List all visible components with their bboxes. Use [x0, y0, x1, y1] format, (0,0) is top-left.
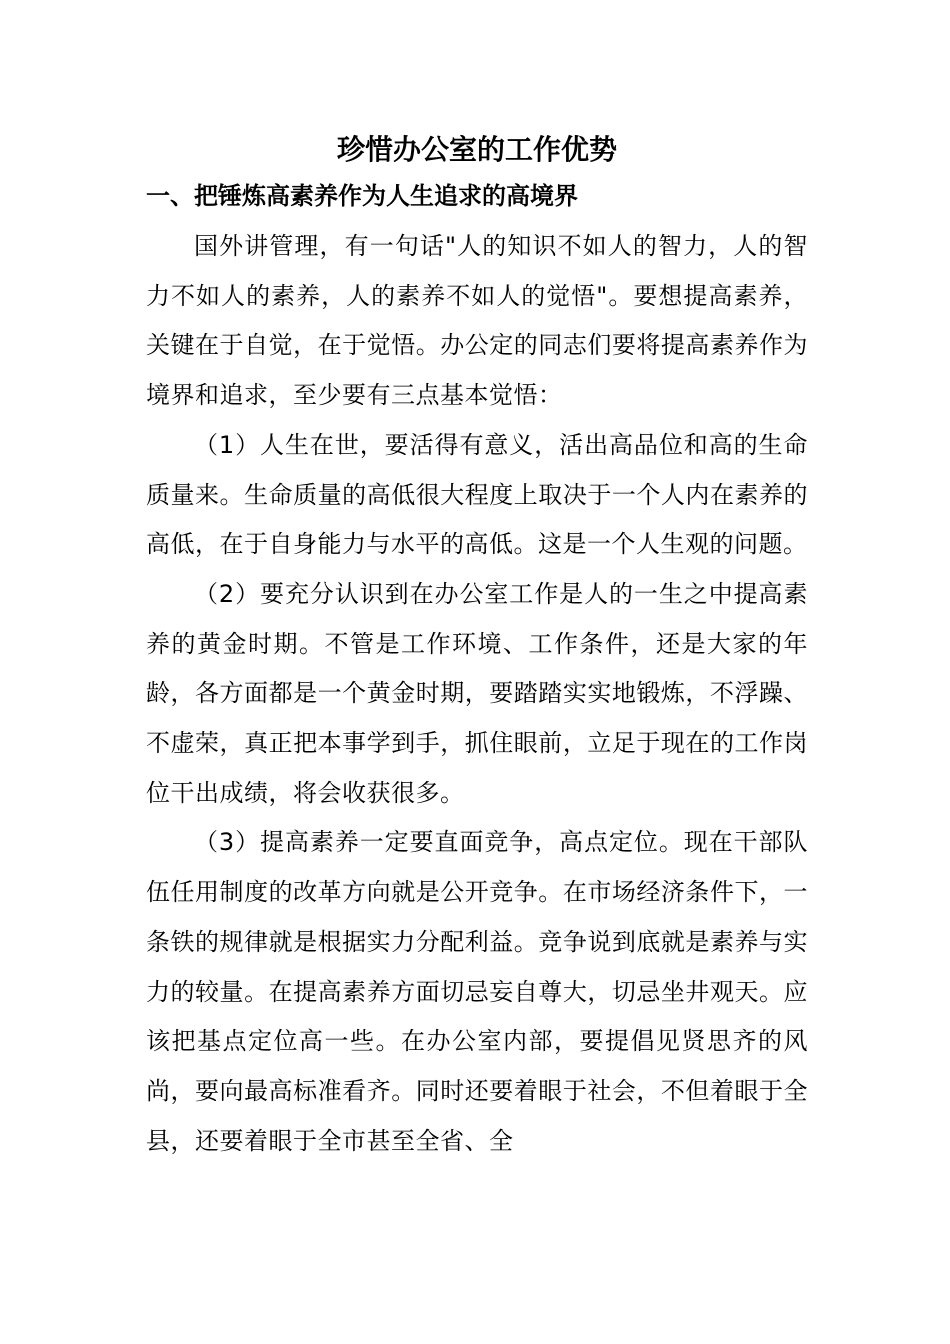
paragraph-point-1: （1）人生在世，要活得有意义，活出高品位和高的生命质量来。生命质量的高低很大程度上取决于一个人内在素养的高低，在于自身能力与水平的高低。这是一个人生观的问题。: [146, 430, 808, 559]
document-page: [146, 128, 808, 1166]
section-heading: 一、把锤炼高素养作为人生追求的高境界: [146, 182, 578, 210]
document-title: 珍惜办公室的工作优势: [336, 133, 617, 166]
paragraph-point-3: （3）提高素养一定要直面竞争，高点定位。现在干部队伍任用制度的改革方向就是公开竞争。在市场经济条件下，一条铁的规律就是根据实力分配利益。竞争说到底就是素养与实力的较量。在提高素养方面切忌妄自尊大，切忌坐井观天。应该把基点定位高一些。在办公室内部，要提倡见贤思齐的风尚，要向最高标准看齐。同时还要着眼于社会，不但着眼于全县，还要着眼于全市甚至全省、全: [146, 828, 808, 1155]
paragraph-intro: 国外讲管理，有一句话"人的知识不如人的智力，人的智力不如人的素养，人的素养不如人的觉悟"。要想提高素养，关键在于自觉，在于觉悟。办公定的同志们要将提高素养作为境界和追求，至少要有三点基本觉悟：: [146, 232, 808, 410]
paragraph-point-2: （2）要充分认识到在办公室工作是人的一生之中提高素养的黄金时期。不管是工作环境、工作条件，还是大家的年龄，各方面都是一个黄金时期，要踏踏实实地锻炼，不浮躁、不虚荣，真正把本事学到手，抓住眼前，立足于现在的工作岗位干出成绩，将会收获很多。: [146, 579, 808, 807]
